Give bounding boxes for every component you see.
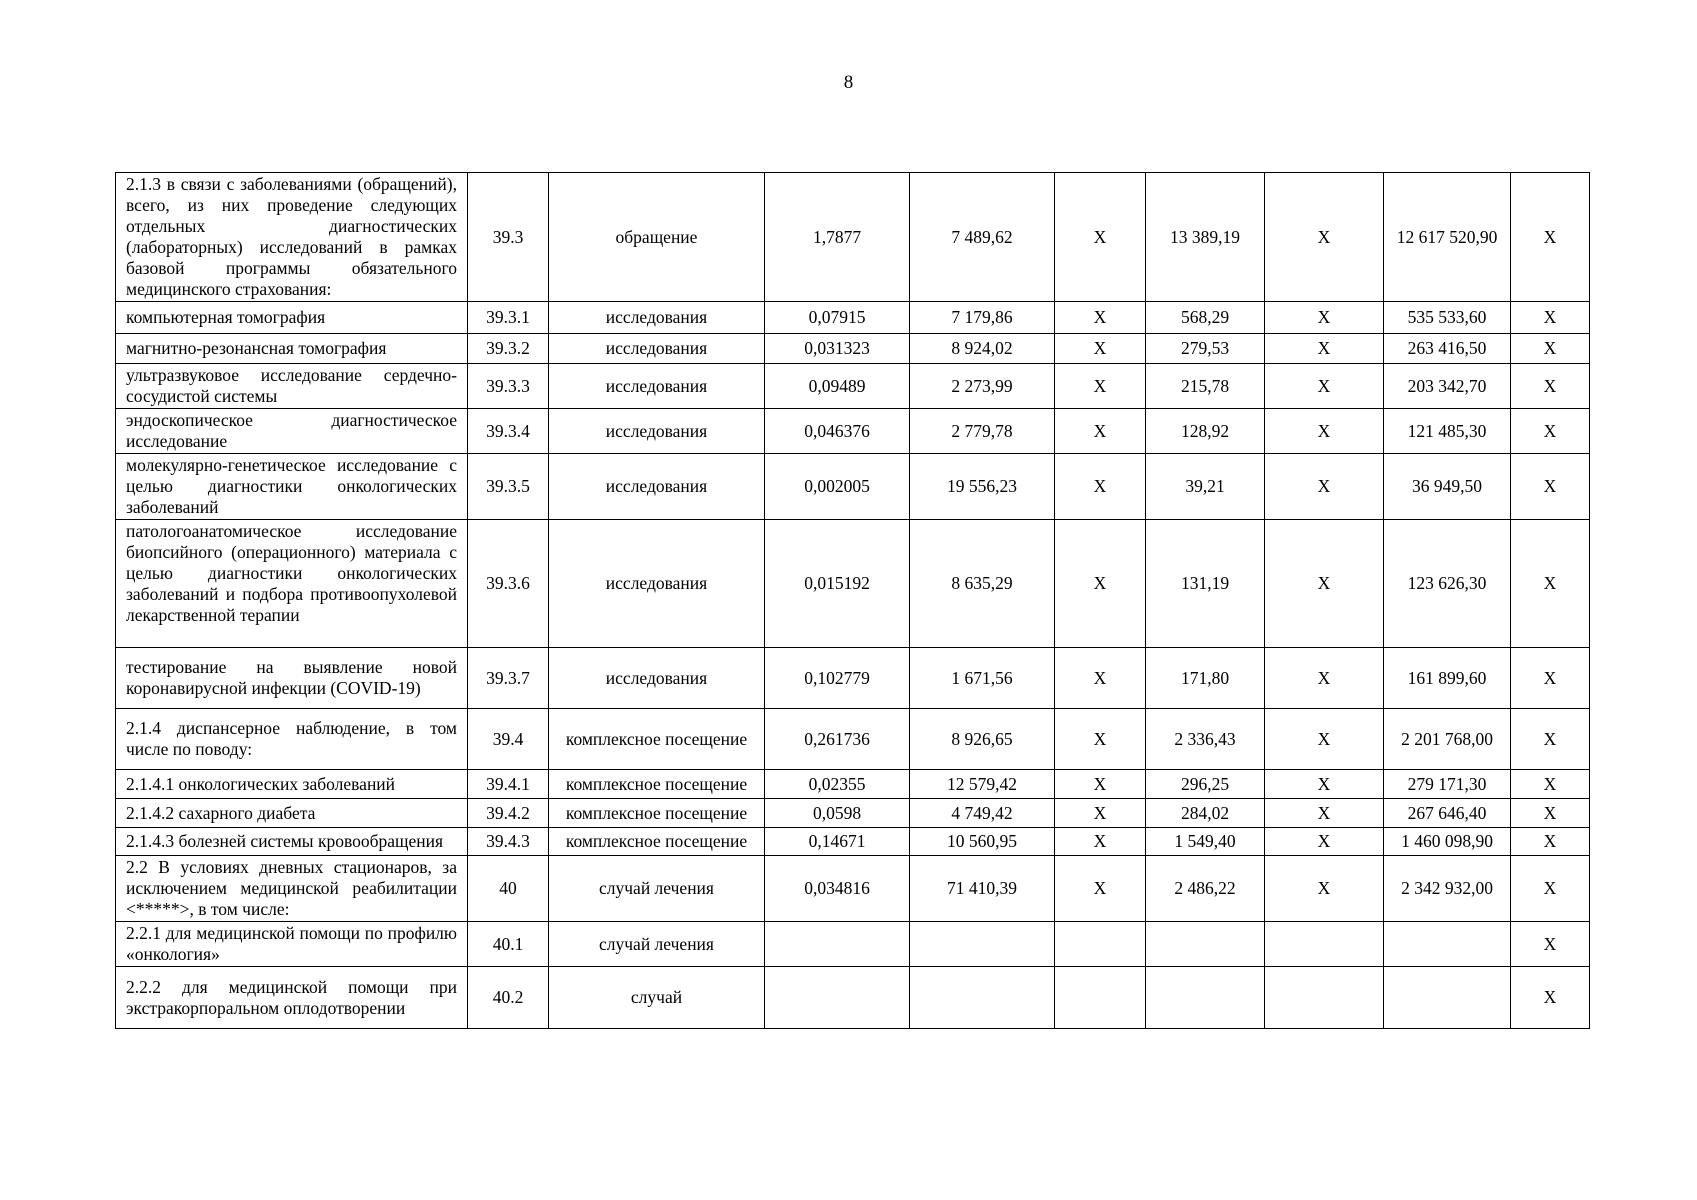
row-col10: X	[1511, 173, 1590, 302]
row-norm	[765, 922, 910, 967]
row-norm: 0,07915	[765, 302, 910, 334]
row-col6: X	[1055, 828, 1146, 856]
row-col8: X	[1265, 770, 1384, 799]
row-name: 2.2.1 для медицинской помощи по профилю «онкология»	[116, 922, 468, 967]
row-unit: случай	[549, 967, 765, 1029]
row-col7: 1 549,40	[1146, 828, 1265, 856]
table-row	[116, 648, 1590, 709]
row-col9: 36 949,50	[1384, 454, 1511, 520]
row-col7: 279,53	[1146, 334, 1265, 364]
row-code: 39.4.2	[468, 799, 549, 828]
row-col6: X	[1055, 709, 1146, 770]
row-col8: X	[1265, 409, 1384, 454]
row-col10: X	[1511, 799, 1590, 828]
row-col8: X	[1265, 828, 1384, 856]
row-col7	[1146, 967, 1265, 1029]
row-col9: 203 342,70	[1384, 364, 1511, 409]
row-col9: 2 201 768,00	[1384, 709, 1511, 770]
page-number: 8	[843, 72, 854, 93]
row-col10: X	[1511, 967, 1590, 1029]
row-col6: X	[1055, 173, 1146, 302]
row-col8	[1265, 922, 1384, 967]
row-norm: 0,034816	[765, 856, 910, 922]
row-name: 2.1.3 в связи с заболеваниями (обращений), всего, из них проведение следующих отдельных диагностических (лабораторных) исследований в рамках базовой программы обязательного медицинского страхования:	[116, 173, 468, 302]
row-unit: исследования	[549, 364, 765, 409]
table-row	[116, 173, 1590, 302]
row-col10: X	[1511, 828, 1590, 856]
row-col10: X	[1511, 770, 1590, 799]
row-col7: 2 336,43	[1146, 709, 1265, 770]
row-name: молекулярно-генетическое исследование с целью диагностики онкологических заболеваний	[116, 454, 468, 520]
row-col10: X	[1511, 454, 1590, 520]
row-col10: X	[1511, 334, 1590, 364]
row-unit: исследования	[549, 648, 765, 709]
row-cost: 12 579,42	[910, 770, 1055, 799]
row-name: ультразвуковое исследование сердечно-сосудистой системы	[116, 364, 468, 409]
row-col6: X	[1055, 799, 1146, 828]
row-name: тестирование на выявление новой коронавирусной инфекции (COVID-19)	[116, 648, 468, 709]
row-col6: X	[1055, 454, 1146, 520]
row-norm: 1,7877	[765, 173, 910, 302]
row-code: 39.3.2	[468, 334, 549, 364]
row-col7: 128,92	[1146, 409, 1265, 454]
row-cost: 8 635,29	[910, 520, 1055, 648]
row-col7: 296,25	[1146, 770, 1265, 799]
row-col8: X	[1265, 302, 1384, 334]
row-code: 39.3.6	[468, 520, 549, 648]
row-col6	[1055, 922, 1146, 967]
row-col7: 131,19	[1146, 520, 1265, 648]
row-col10: X	[1511, 520, 1590, 648]
table-row	[116, 770, 1590, 799]
row-name: компьютерная томография	[116, 302, 468, 334]
table-row	[116, 856, 1590, 922]
row-unit: исследования	[549, 454, 765, 520]
row-unit: исследования	[549, 409, 765, 454]
row-col6: X	[1055, 648, 1146, 709]
row-col8: X	[1265, 364, 1384, 409]
row-cost: 7 179,86	[910, 302, 1055, 334]
row-col9: 121 485,30	[1384, 409, 1511, 454]
row-cost: 19 556,23	[910, 454, 1055, 520]
row-code: 39.3.4	[468, 409, 549, 454]
table-body	[116, 173, 1590, 1029]
row-norm: 0,015192	[765, 520, 910, 648]
row-norm: 0,261736	[765, 709, 910, 770]
row-unit: комплексное посещение	[549, 828, 765, 856]
table-row	[116, 967, 1590, 1029]
row-col8: X	[1265, 173, 1384, 302]
table-row	[116, 709, 1590, 770]
row-unit: комплексное посещение	[549, 709, 765, 770]
row-col8: X	[1265, 454, 1384, 520]
row-code: 40.2	[468, 967, 549, 1029]
row-unit: комплексное посещение	[549, 799, 765, 828]
row-cost: 2 779,78	[910, 409, 1055, 454]
row-cost: 71 410,39	[910, 856, 1055, 922]
row-norm: 0,09489	[765, 364, 910, 409]
row-norm: 0,002005	[765, 454, 910, 520]
row-code: 39.4	[468, 709, 549, 770]
table-row	[116, 454, 1590, 520]
table-row	[116, 334, 1590, 364]
row-col8: X	[1265, 520, 1384, 648]
row-unit: случай лечения	[549, 856, 765, 922]
row-norm: 0,046376	[765, 409, 910, 454]
row-col6: X	[1055, 770, 1146, 799]
row-col6: X	[1055, 520, 1146, 648]
row-col7: 215,78	[1146, 364, 1265, 409]
row-col7: 39,21	[1146, 454, 1265, 520]
row-unit: случай лечения	[549, 922, 765, 967]
row-cost	[910, 922, 1055, 967]
row-unit: исследования	[549, 302, 765, 334]
row-code: 39.3.3	[468, 364, 549, 409]
row-name: магнитно-резонансная томография	[116, 334, 468, 364]
table-row	[116, 922, 1590, 967]
row-col6: X	[1055, 856, 1146, 922]
table-row	[116, 520, 1590, 648]
row-col8	[1265, 967, 1384, 1029]
row-norm	[765, 967, 910, 1029]
row-col9: 123 626,30	[1384, 520, 1511, 648]
row-name: 2.1.4.2 сахарного диабета	[116, 799, 468, 828]
row-col7: 284,02	[1146, 799, 1265, 828]
row-col8: X	[1265, 856, 1384, 922]
row-code: 39.3.1	[468, 302, 549, 334]
row-col9: 12 617 520,90	[1384, 173, 1511, 302]
table-row	[116, 828, 1590, 856]
row-cost: 4 749,42	[910, 799, 1055, 828]
row-col10: X	[1511, 409, 1590, 454]
data-table	[115, 172, 1590, 1029]
row-cost: 10 560,95	[910, 828, 1055, 856]
row-norm: 0,0598	[765, 799, 910, 828]
row-col9	[1384, 967, 1511, 1029]
row-code: 39.3.7	[468, 648, 549, 709]
row-code: 39.3	[468, 173, 549, 302]
row-col7: 171,80	[1146, 648, 1265, 709]
row-col10: X	[1511, 648, 1590, 709]
row-name: 2.1.4 диспансерное наблюдение, в том числе по поводу:	[116, 709, 468, 770]
row-col9: 161 899,60	[1384, 648, 1511, 709]
row-norm: 0,02355	[765, 770, 910, 799]
row-code: 40	[468, 856, 549, 922]
row-name: эндоскопическое диагностическое исследование	[116, 409, 468, 454]
row-col7: 568,29	[1146, 302, 1265, 334]
row-col10: X	[1511, 856, 1590, 922]
row-col10: X	[1511, 709, 1590, 770]
row-col7	[1146, 922, 1265, 967]
row-cost: 8 926,65	[910, 709, 1055, 770]
row-col8: X	[1265, 648, 1384, 709]
row-unit: исследования	[549, 334, 765, 364]
row-col6	[1055, 967, 1146, 1029]
row-col8: X	[1265, 709, 1384, 770]
row-norm: 0,102779	[765, 648, 910, 709]
row-cost: 1 671,56	[910, 648, 1055, 709]
row-code: 39.4.1	[468, 770, 549, 799]
row-cost: 2 273,99	[910, 364, 1055, 409]
row-col9: 535 533,60	[1384, 302, 1511, 334]
row-col7: 13 389,19	[1146, 173, 1265, 302]
row-col9: 279 171,30	[1384, 770, 1511, 799]
row-code: 39.3.5	[468, 454, 549, 520]
row-code: 39.4.3	[468, 828, 549, 856]
row-col6: X	[1055, 409, 1146, 454]
row-col9: 2 342 932,00	[1384, 856, 1511, 922]
row-cost: 7 489,62	[910, 173, 1055, 302]
row-name: 2.2 В условиях дневных стационаров, за исключением медицинской реабилитации <*****>, в том числе:	[116, 856, 468, 922]
row-unit: комплексное посещение	[549, 770, 765, 799]
row-col9	[1384, 922, 1511, 967]
row-col6: X	[1055, 364, 1146, 409]
row-norm: 0,031323	[765, 334, 910, 364]
row-col6: X	[1055, 302, 1146, 334]
table-row	[116, 302, 1590, 334]
row-name: 2.2.2 для медицинской помощи при экстракорпоральном оплодотворении	[116, 967, 468, 1029]
row-unit: обращение	[549, 173, 765, 302]
row-col10: X	[1511, 364, 1590, 409]
row-col10: X	[1511, 922, 1590, 967]
table-row	[116, 364, 1590, 409]
row-name: 2.1.4.1 онкологических заболеваний	[116, 770, 468, 799]
table-row	[116, 409, 1590, 454]
row-col8: X	[1265, 799, 1384, 828]
row-norm: 0,14671	[765, 828, 910, 856]
row-col8: X	[1265, 334, 1384, 364]
row-col10: X	[1511, 302, 1590, 334]
row-cost	[910, 967, 1055, 1029]
row-col6: X	[1055, 334, 1146, 364]
row-col9: 263 416,50	[1384, 334, 1511, 364]
row-col9: 267 646,40	[1384, 799, 1511, 828]
row-unit: исследования	[549, 520, 765, 648]
row-name: 2.1.4.3 болезней системы кровообращения	[116, 828, 468, 856]
row-name: патологоанатомическое исследование биопсийного (операционного) материала с целью диагностики онкологических заболеваний и подбора противоопухолевой лекарственной терапии	[116, 520, 468, 648]
table-row	[116, 799, 1590, 828]
row-col9: 1 460 098,90	[1384, 828, 1511, 856]
row-col7: 2 486,22	[1146, 856, 1265, 922]
row-code: 40.1	[468, 922, 549, 967]
row-cost: 8 924,02	[910, 334, 1055, 364]
